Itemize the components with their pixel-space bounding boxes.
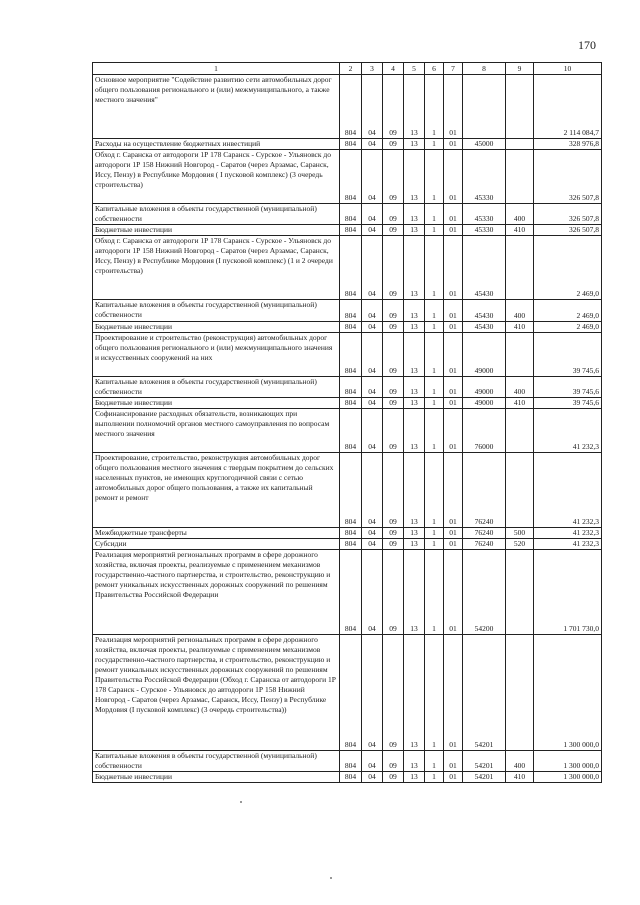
expense-type-cell [506, 236, 534, 300]
amount-cell: 1 701 730,0 [534, 550, 602, 635]
table-row [93, 751, 602, 772]
table-body [93, 75, 602, 783]
ministry-code-cell: 804 [340, 539, 362, 550]
budget-table [92, 62, 602, 783]
direction-cell: 45000 [463, 139, 506, 150]
expense-type-cell [506, 409, 534, 453]
table-row [93, 409, 602, 453]
item-name-cell: Бюджетные инвестиции [93, 225, 340, 236]
program-cell: 13 [404, 150, 425, 204]
header-cell: 1 [93, 63, 340, 75]
amount-cell: 326 507,8 [534, 204, 602, 225]
subsection-cell: 09 [383, 550, 404, 635]
subsection-cell: 09 [383, 333, 404, 377]
section-cell: 04 [362, 409, 383, 453]
subsection-cell: 09 [383, 377, 404, 398]
direction-cell: 76240 [463, 539, 506, 550]
ministry-code-cell: 804 [340, 150, 362, 204]
direction-cell: 49000 [463, 333, 506, 377]
direction-cell: 49000 [463, 398, 506, 409]
ministry-code-cell: 804 [340, 322, 362, 333]
subsection-cell: 09 [383, 225, 404, 236]
section-cell: 04 [362, 772, 383, 783]
section-cell: 04 [362, 225, 383, 236]
subsection-cell: 09 [383, 772, 404, 783]
event-cell: 01 [444, 236, 463, 300]
program-cell: 13 [404, 398, 425, 409]
event-cell: 01 [444, 139, 463, 150]
header-cell: 9 [506, 63, 534, 75]
table-row [93, 635, 602, 751]
program-cell: 13 [404, 751, 425, 772]
program-cell: 13 [404, 409, 425, 453]
item-name-cell: Капитальные вложения в объекты государственной (муниципальной) собственности [93, 300, 340, 322]
table-row [93, 528, 602, 539]
table-row [93, 453, 602, 528]
expense-type-cell [506, 550, 534, 635]
item-name-cell: Софинансирование расходных обязательств, возникающих при выполнении полномочий органов местного самоуправления по вопросам местного значения [93, 409, 340, 453]
subsection-cell: 09 [383, 635, 404, 751]
section-cell: 04 [362, 139, 383, 150]
section-cell: 04 [362, 204, 383, 225]
direction-cell: 54201 [463, 772, 506, 783]
direction-cell: 45330 [463, 225, 506, 236]
table-row [93, 75, 602, 139]
amount-cell: 328 976,8 [534, 139, 602, 150]
scan-speck [330, 877, 332, 879]
ministry-code-cell: 804 [340, 528, 362, 539]
subprogram-cell: 1 [425, 322, 444, 333]
ministry-code-cell: 804 [340, 225, 362, 236]
section-cell: 04 [362, 550, 383, 635]
event-cell: 01 [444, 398, 463, 409]
header-cell: 8 [463, 63, 506, 75]
header-cell: 7 [444, 63, 463, 75]
ministry-code-cell: 804 [340, 409, 362, 453]
header-cell: 5 [404, 63, 425, 75]
table-row [93, 150, 602, 204]
event-cell: 01 [444, 550, 463, 635]
direction-cell: 76240 [463, 528, 506, 539]
table-row [93, 377, 602, 398]
amount-cell: 39 745,6 [534, 398, 602, 409]
header-cell: 4 [383, 63, 404, 75]
subprogram-cell: 1 [425, 225, 444, 236]
program-cell: 13 [404, 453, 425, 528]
direction-cell: 76000 [463, 409, 506, 453]
expense-type-cell: 400 [506, 204, 534, 225]
program-cell: 13 [404, 539, 425, 550]
subsection-cell: 09 [383, 139, 404, 150]
expense-type-cell: 410 [506, 772, 534, 783]
ministry-code-cell: 804 [340, 236, 362, 300]
subprogram-cell: 1 [425, 139, 444, 150]
item-name-cell: Бюджетные инвестиции [93, 772, 340, 783]
program-cell: 13 [404, 225, 425, 236]
item-name-cell: Капитальные вложения в объекты государственной (муниципальной) собственности [93, 751, 340, 772]
direction-cell: 54201 [463, 751, 506, 772]
ministry-code-cell: 804 [340, 772, 362, 783]
section-cell: 04 [362, 236, 383, 300]
header-cell: 10 [534, 63, 602, 75]
expense-type-cell [506, 150, 534, 204]
subprogram-cell: 1 [425, 772, 444, 783]
direction-cell: 54200 [463, 550, 506, 635]
subprogram-cell: 1 [425, 550, 444, 635]
direction-cell: 76240 [463, 453, 506, 528]
subprogram-cell: 1 [425, 150, 444, 204]
item-name-cell: Бюджетные инвестиции [93, 322, 340, 333]
expense-type-cell [506, 75, 534, 139]
program-cell: 13 [404, 377, 425, 398]
item-name-cell: Капитальные вложения в объекты государственной (муниципальной) собственности [93, 204, 340, 225]
subprogram-cell: 1 [425, 528, 444, 539]
amount-cell: 41 232,3 [534, 409, 602, 453]
amount-cell: 41 232,3 [534, 453, 602, 528]
item-name-cell: Проектирование и строительство (реконструкция) автомобильных дорог общего пользования регионального и (или) межмуниципального значения и искусственных сооружений на них [93, 333, 340, 377]
program-cell: 13 [404, 300, 425, 322]
ministry-code-cell: 804 [340, 398, 362, 409]
amount-cell: 2 469,0 [534, 322, 602, 333]
amount-cell: 41 232,3 [534, 539, 602, 550]
event-cell: 01 [444, 772, 463, 783]
table-row [93, 139, 602, 150]
program-cell: 13 [404, 75, 425, 139]
amount-cell: 2 469,0 [534, 300, 602, 322]
header-cell: 3 [362, 63, 383, 75]
expense-type-cell [506, 453, 534, 528]
table-row [93, 398, 602, 409]
amount-cell: 326 507,8 [534, 225, 602, 236]
expense-type-cell: 410 [506, 322, 534, 333]
subprogram-cell: 1 [425, 333, 444, 377]
expense-type-cell: 410 [506, 225, 534, 236]
subsection-cell: 09 [383, 300, 404, 322]
subsection-cell: 09 [383, 398, 404, 409]
table-row [93, 225, 602, 236]
expense-type-cell: 520 [506, 539, 534, 550]
ministry-code-cell: 804 [340, 139, 362, 150]
program-cell: 13 [404, 236, 425, 300]
direction-cell: 45330 [463, 204, 506, 225]
event-cell: 01 [444, 377, 463, 398]
direction-cell: 49000 [463, 377, 506, 398]
event-cell: 01 [444, 453, 463, 528]
subprogram-cell: 1 [425, 635, 444, 751]
event-cell: 01 [444, 539, 463, 550]
program-cell: 13 [404, 139, 425, 150]
item-name-cell: Бюджетные инвестиции [93, 398, 340, 409]
expense-type-cell: 400 [506, 300, 534, 322]
section-cell: 04 [362, 377, 383, 398]
item-name-cell: Основное мероприятие "Содействие развитию сети автомобильных дорог общего пользования регионального и (или) межмуниципального, а также местного значения" [93, 75, 340, 139]
amount-cell: 2 114 084,7 [534, 75, 602, 139]
direction-cell: 45430 [463, 236, 506, 300]
event-cell: 01 [444, 322, 463, 333]
direction-cell: 54201 [463, 635, 506, 751]
item-name-cell: Реализация мероприятий региональных программ в сфере дорожного хозяйства, включая проекты, реализуемые с применением механизмов государственно-частного партнерства, и строительство, реконструкцию и ремонт уникальных искусственных дорожных сооружений по решениям Правительства Российской Федерации [93, 550, 340, 635]
ministry-code-cell: 804 [340, 75, 362, 139]
subprogram-cell: 1 [425, 236, 444, 300]
page-number: 170 [578, 38, 596, 52]
subsection-cell: 09 [383, 409, 404, 453]
section-cell: 04 [362, 453, 383, 528]
event-cell: 01 [444, 409, 463, 453]
expense-type-cell: 400 [506, 377, 534, 398]
table-row [93, 204, 602, 225]
program-cell: 13 [404, 333, 425, 377]
ministry-code-cell: 804 [340, 300, 362, 322]
ministry-code-cell: 804 [340, 204, 362, 225]
event-cell: 01 [444, 225, 463, 236]
program-cell: 13 [404, 772, 425, 783]
subprogram-cell: 1 [425, 398, 444, 409]
section-cell: 04 [362, 333, 383, 377]
subprogram-cell: 1 [425, 539, 444, 550]
program-cell: 13 [404, 528, 425, 539]
program-cell: 13 [404, 204, 425, 225]
direction-cell: 45330 [463, 150, 506, 204]
subsection-cell: 09 [383, 539, 404, 550]
expense-type-cell [506, 635, 534, 751]
table-row [93, 539, 602, 550]
section-cell: 04 [362, 150, 383, 204]
item-name-cell: Субсидии [93, 539, 340, 550]
direction-cell [463, 75, 506, 139]
header-cell: 6 [425, 63, 444, 75]
amount-cell: 1 300 000,0 [534, 772, 602, 783]
subsection-cell: 09 [383, 751, 404, 772]
subsection-cell: 09 [383, 453, 404, 528]
table-row [93, 300, 602, 322]
table-row [93, 333, 602, 377]
amount-cell: 326 507,8 [534, 150, 602, 204]
ministry-code-cell: 804 [340, 550, 362, 635]
section-cell: 04 [362, 528, 383, 539]
event-cell: 01 [444, 528, 463, 539]
item-name-cell: Расходы на осуществление бюджетных инвестиций [93, 139, 340, 150]
header-cell: 2 [340, 63, 362, 75]
amount-cell: 41 232,3 [534, 528, 602, 539]
amount-cell: 1 300 000,0 [534, 751, 602, 772]
item-name-cell: Капитальные вложения в объекты государственной (муниципальной) собственности [93, 377, 340, 398]
ministry-code-cell: 804 [340, 635, 362, 751]
table-row [93, 550, 602, 635]
ministry-code-cell: 804 [340, 377, 362, 398]
event-cell: 01 [444, 300, 463, 322]
event-cell: 01 [444, 635, 463, 751]
subsection-cell: 09 [383, 150, 404, 204]
ministry-code-cell: 804 [340, 333, 362, 377]
amount-cell: 39 745,6 [534, 377, 602, 398]
expense-type-cell: 410 [506, 398, 534, 409]
item-name-cell: Обход г. Саранска от автодороги 1Р 178 Саранск - Сурское - Ульяновск до автодороги 1Р 158 Нижний Новгород - Саратов (через Арзамас, Саранск, Иссу, Пензу) в Республике Мордовия (I пусковой комплекс) (1 и 2 очереди строительства) [93, 236, 340, 300]
item-name-cell: Реализация мероприятий региональных программ в сфере дорожного хозяйства, включая проекты, реализуемые с применением механизмов государственно-частного партнерства, и строительство, реконструкцию и ремонт уникальных искусственных дорожных сооружений по решениям Правительства Российской Федерации (Обход г. Саранска от автодороги 1Р 178 Саранск - Сурское - Ульяновск до автодороги 1Р 158 Нижний Новгород - Саратов (через Арзамас, Саранск, Иссу, Пензу) в Республике Мордовия (I пусковой комплекс) (3 очередь строительства)) [93, 635, 340, 751]
subprogram-cell: 1 [425, 204, 444, 225]
subprogram-cell: 1 [425, 453, 444, 528]
expense-type-cell: 400 [506, 751, 534, 772]
subprogram-cell: 1 [425, 751, 444, 772]
amount-cell: 39 745,6 [534, 333, 602, 377]
amount-cell: 1 300 000,0 [534, 635, 602, 751]
event-cell: 01 [444, 150, 463, 204]
event-cell: 01 [444, 333, 463, 377]
section-cell: 04 [362, 300, 383, 322]
section-cell: 04 [362, 322, 383, 333]
section-cell: 04 [362, 635, 383, 751]
scan-speck [240, 801, 242, 803]
expense-type-cell [506, 333, 534, 377]
item-name-cell: Межбюджетные трансферты [93, 528, 340, 539]
subsection-cell: 09 [383, 528, 404, 539]
subprogram-cell: 1 [425, 377, 444, 398]
table-row [93, 322, 602, 333]
item-name-cell: Проектирование, строительство, реконструкция автомобильных дорог общего пользования местного значения с твердым покрытием до сельских населенных пунктов, не имеющих круглогодичной связи с сетью автомобильных дорог общего пользования, а также их капитальный ремонт и ремонт [93, 453, 340, 528]
section-cell: 04 [362, 751, 383, 772]
ministry-code-cell: 804 [340, 751, 362, 772]
table-header-row [93, 63, 602, 75]
item-name-cell: Обход г. Саранска от автодороги 1Р 178 Саранск - Сурское - Ульяновск до автодороги 1Р 158 Нижний Новгород - Саратов (через Арзамас, Саранск, Иссу, Пензу) в Республике Мордовия ( I пусковой комплекс) (3 очередь строительства) [93, 150, 340, 204]
table-row [93, 236, 602, 300]
table-row [93, 772, 602, 783]
subsection-cell: 09 [383, 204, 404, 225]
subsection-cell: 09 [383, 322, 404, 333]
direction-cell: 45430 [463, 322, 506, 333]
subsection-cell: 09 [383, 75, 404, 139]
section-cell: 04 [362, 75, 383, 139]
direction-cell: 45430 [463, 300, 506, 322]
subsection-cell: 09 [383, 236, 404, 300]
subprogram-cell: 1 [425, 409, 444, 453]
event-cell: 01 [444, 75, 463, 139]
event-cell: 01 [444, 751, 463, 772]
program-cell: 13 [404, 322, 425, 333]
ministry-code-cell: 804 [340, 453, 362, 528]
expense-type-cell [506, 139, 534, 150]
expense-type-cell: 500 [506, 528, 534, 539]
section-cell: 04 [362, 398, 383, 409]
amount-cell: 2 469,0 [534, 236, 602, 300]
section-cell: 04 [362, 539, 383, 550]
event-cell: 01 [444, 204, 463, 225]
program-cell: 13 [404, 550, 425, 635]
subprogram-cell: 1 [425, 75, 444, 139]
program-cell: 13 [404, 635, 425, 751]
subprogram-cell: 1 [425, 300, 444, 322]
